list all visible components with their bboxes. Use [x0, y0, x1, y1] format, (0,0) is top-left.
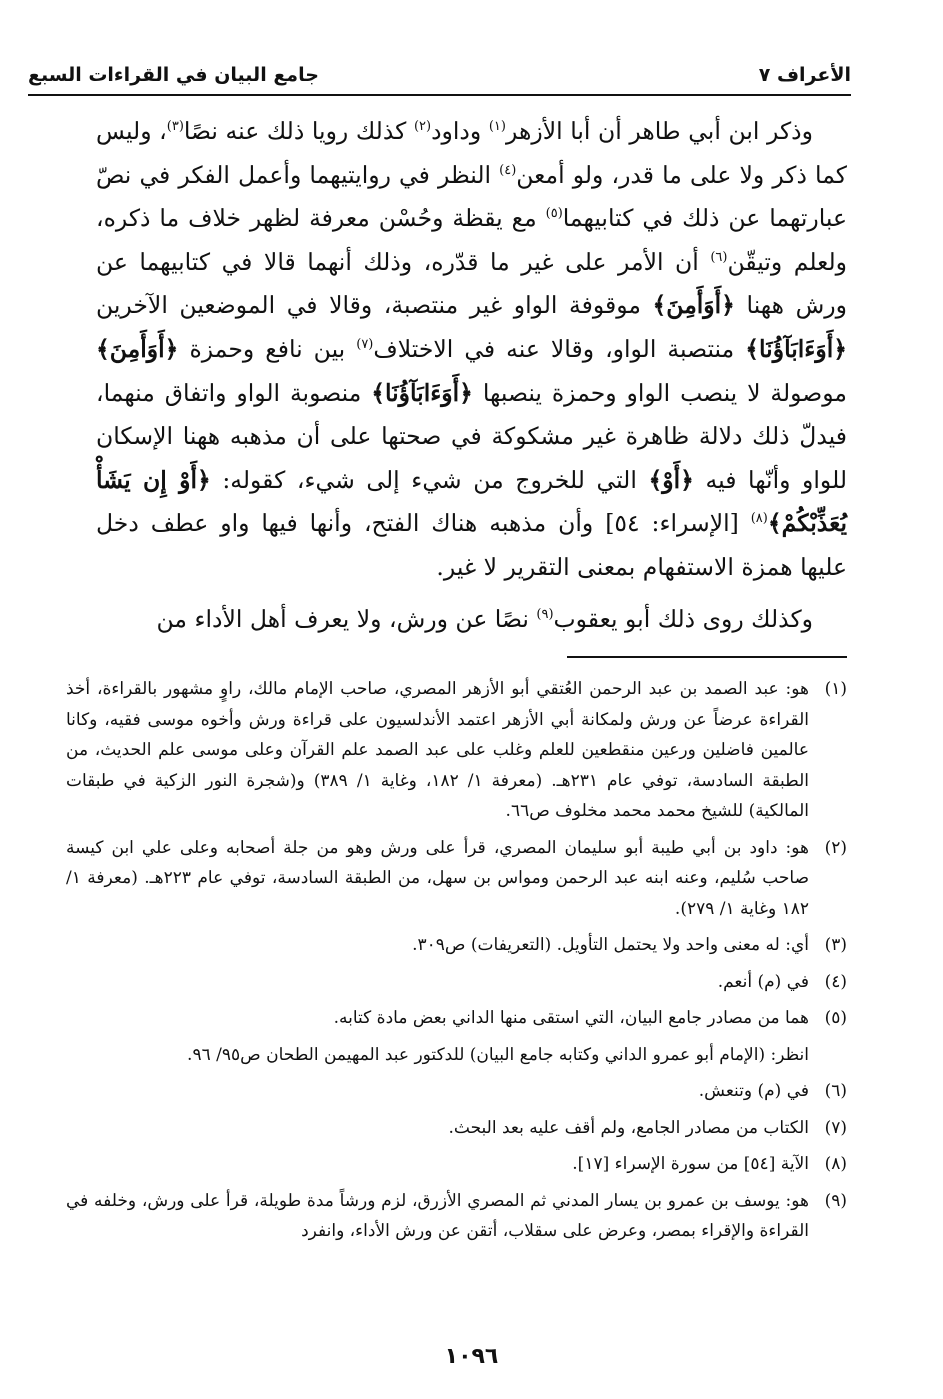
- footnote: [66, 674, 847, 827]
- text-run: كذلك رويا ذلك عنه نصًا: [183, 117, 414, 145]
- footnote-text: الكتاب من مصادر الجامع، ولم أقف عليه بعد البحث.: [448, 1117, 809, 1138]
- footnote-text: هو: داود بن أبي طيبة أبو سليمان المصري، قرأ على ورش وهو من جلة أصحابه وعلى علي ابن كيسة صاحب سُليم، وعنه ابنه عبد الرحمن ومواس بن سهل، من الطبقة السادسة، توفي عام ٢٢٣هـ. (معرفة ١/ ١٨٢ وغاية ١/ ٢٧٩).: [66, 837, 810, 919]
- quran-quote: ﴿أَوَأَمِنَ﴾: [96, 334, 179, 363]
- footnote-ref: (٤): [499, 162, 517, 178]
- footnote-text: هو: عبد الصمد بن عبد الرحمن العُتقي أبو الأزهر المصري، صاحب الإمام مالك، راوٍ مشهور بالقراءة، أخذ القراءة عرضاً عن ورش ولمكانة أبي الأزهر اعتمد الأندلسيون على قراءة ورش وأخوه موسى فقيه، وكانا عالمين فاضلين ورعين منقطعين للعلم وغلب على عبد الصمد علم القرآن وعلى موسى علم الحديث، من الطبقة السادسة، توفي عام ٢٣١هـ. (معرفة ١/ ١٨٢، وغاية ١/ ٣٨٩) و(شجرة النور الزكية في طبقات المالكية) للشيخ محمد محمد مخلوف ص٦٦.: [66, 679, 810, 821]
- running-header: [28, 60, 851, 96]
- footnote-text: في (م) أنعم.: [717, 971, 809, 992]
- footnote-ref: (٨): [750, 511, 768, 527]
- book-title: جامع البيان في القراءات السبع: [28, 64, 319, 86]
- footnote-ref: (١): [488, 119, 506, 135]
- text-run: وداود: [431, 117, 489, 145]
- text-run: نصًا عن ورش، ولا يعرف أهل الأداء من: [156, 604, 537, 633]
- text-run: موقوفة الواو غير منتصبة، وقالا في الموضعين الآخرين: [96, 291, 653, 320]
- footnote-ref: (٩): [536, 606, 554, 622]
- footnote: [66, 1186, 847, 1247]
- footnote-ref: (٣): [166, 119, 184, 135]
- text-run: منصوبة الواو واتفاق منهما، فيدلّ ذلك دلالة ظاهرة غير مشكوكة في صحتها على أن مذهبه ههنا الإسكان للواو وأنّها فيه: [96, 378, 848, 494]
- text-run: ، وليس كما ذكر ولا على ما قدر، ولو أمعن: [96, 117, 847, 189]
- footnote-number: (٦): [824, 1081, 847, 1101]
- footnote-number: (٩): [824, 1190, 847, 1211]
- footnote-text: الآية [٥٤] من سورة الإسراء [١٧].: [572, 1154, 809, 1174]
- footnote: [66, 967, 847, 998]
- footnote: [66, 1076, 847, 1107]
- footnote: [66, 1040, 847, 1071]
- main-text: [96, 110, 847, 641]
- text-run: النظر في روايتيهما وأعمل الفكر في نصّ عبارتهما عن ذلك في كتابيهما: [96, 160, 847, 233]
- footnote-text: هو: يوسف بن عمرو بن يسار المدني ثم المصري الأزرق، لزم ورشاً مدة طويلة، قرأ على ورش، وخلفه في القراءة والإقراء بمصر، وعرض على سقلاب، أتقن عن ورش الأداء، وانفرد: [66, 1190, 809, 1241]
- footnote-ref: (٧): [356, 337, 374, 353]
- footnote-ref: (٥): [545, 206, 563, 222]
- footnote-number: (٤): [824, 971, 847, 992]
- text-run: مع يقظة وحُسْن معرفة لظهر خلاف ما ذكره، ولعلم وتيقّن: [96, 204, 847, 276]
- footnote-separator: [567, 656, 847, 658]
- text-run: [الإسراء: ٥٤] وأن مذهبه هناك الفتح، وأنها فيها واو عطف دخل عليها همزة الاستفهام بمعنى التقرير لا غير.: [96, 509, 847, 581]
- footnote-number: (٧): [824, 1117, 847, 1138]
- quran-quote: ﴿أَوَءَابَآؤُنَا﴾: [745, 334, 847, 363]
- quran-quote: ﴿أَوَأَمِنَ﴾: [652, 291, 735, 320]
- footnotes: [66, 674, 847, 1253]
- footnote-ref: (٢): [413, 119, 432, 135]
- quran-quote: ﴿أَوْ إِن يَشَأْ يُعَذِّبْكُمْ﴾: [96, 465, 847, 538]
- footnote: [66, 833, 847, 925]
- footnote-text: انظر: (الإمام أبو عمرو الداني وكتابه جامع البيان) للدكتور عبد المهيمن الطحان ص٩٥/ ٩٦.: [187, 1044, 809, 1065]
- footnote-number: (٨): [824, 1154, 847, 1174]
- footnote: [66, 1113, 847, 1144]
- text-run: موصولة لا ينصب الواو وحمزة ينصبها: [472, 378, 847, 407]
- paragraph-1: [96, 110, 847, 590]
- text-run: وكذلك روى ذلك أبو يعقوب: [553, 604, 813, 633]
- footnote-number: (٣): [824, 935, 847, 955]
- footnote-number: (٥): [824, 1008, 847, 1028]
- footnote: [66, 1003, 847, 1034]
- footnote: [66, 930, 847, 961]
- footnote-number: (١): [824, 679, 847, 699]
- quran-quote: ﴿أَوْ﴾: [648, 465, 694, 494]
- text-run: أن الأمر على غير ما قدّره، وذلك أنهما قالا في كتابيهما عن ورش ههنا: [96, 247, 847, 320]
- footnote: [66, 1149, 847, 1180]
- footnote-text: هما من مصادر جامع البيان، التي استقى منها الداني بعض مادة كتابه.: [333, 1008, 809, 1028]
- quran-quote: ﴿أَوَءَابَآؤُنَا﴾: [371, 378, 473, 407]
- section-label: الأعراف ٧: [758, 64, 851, 86]
- text-run: منتصبة الواو، وقالا عنه في الاختلاف: [373, 334, 746, 363]
- text-run: بين نافع وحمزة: [178, 334, 357, 363]
- text-run: وذكر ابن أبي طاهر أن أبا الأزهر: [505, 117, 813, 145]
- footnote-ref: (٦): [710, 249, 728, 265]
- footnote-text: في (م) وتنعش.: [698, 1081, 809, 1101]
- footnote-text: أي: له معنى واحد ولا يحتمل التأويل. (التعريفات) ص٣٠٩.: [412, 935, 809, 955]
- page-number: ١٠٩٦: [444, 1344, 499, 1369]
- footnote-number: (٢): [824, 837, 847, 858]
- text-run: التي للخروج من شيء إلى شيء، كقوله:: [210, 465, 649, 494]
- paragraph-2: [96, 598, 847, 642]
